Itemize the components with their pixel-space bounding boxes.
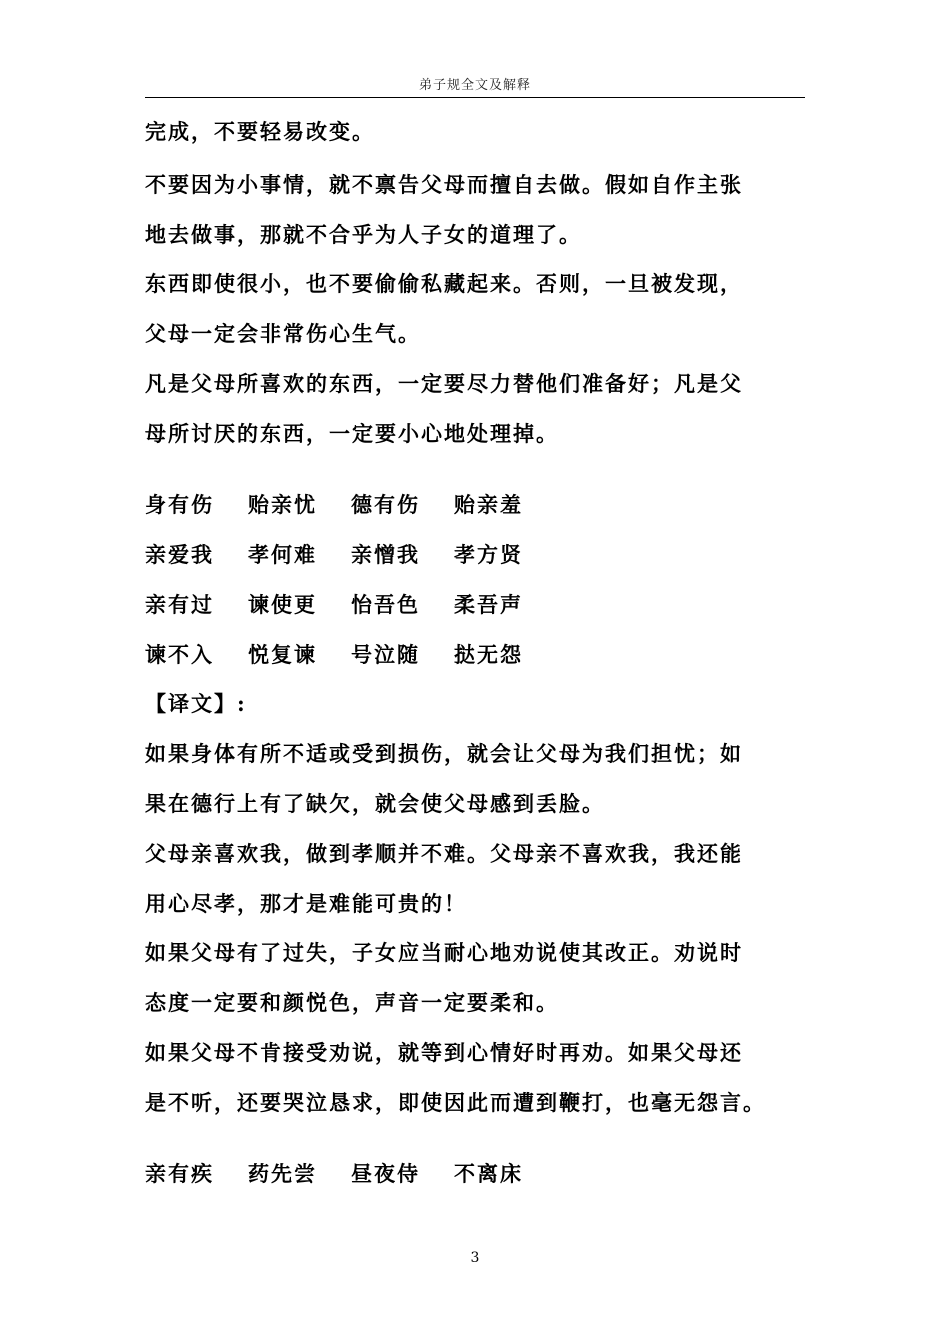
verse-line — [145, 641, 557, 669]
verse-phrase: 挞无怨 — [454, 642, 523, 667]
verse-phrase: 贻亲羞 — [454, 492, 523, 517]
text-line: 不要因为小事情，就不禀告父母而擅自去做。假如自作主张 — [145, 172, 743, 197]
verse-phrase: 号泣随 — [351, 642, 420, 667]
verse-line — [145, 541, 557, 569]
verse-line — [145, 491, 557, 519]
verse-phrase: 不离床 — [454, 1161, 523, 1186]
header-rule — [145, 97, 805, 98]
verse-phrase: 亲爱我 — [145, 542, 214, 567]
verse-phrase: 贻亲忧 — [248, 492, 317, 517]
text-line: 母所讨厌的东西，一定要小心地处理掉。 — [145, 421, 559, 446]
text-line: 如果身体有所不适或受到损伤，就会让父母为我们担忧；如 — [145, 741, 743, 766]
text-line: 父母亲喜欢我，做到孝顺并不难。父母亲不喜欢我，我还能 — [145, 841, 743, 866]
text-line: 用心尽孝，那才是难能可贵的！ — [145, 891, 467, 916]
text-line: 凡是父母所喜欢的东西，一定要尽力替他们准备好；凡是父 — [145, 371, 743, 396]
verse-phrase: 悦复谏 — [248, 642, 317, 667]
page-number: 3 — [470, 1250, 480, 1266]
verse-phrase: 昼夜侍 — [351, 1161, 420, 1186]
verse-line — [145, 1160, 557, 1188]
text-line: 如果父母有了过失，子女应当耐心地劝说使其改正。劝说时 — [145, 940, 743, 965]
verse-phrase: 谏使更 — [248, 592, 317, 617]
verse-phrase: 孝方贤 — [454, 542, 523, 567]
verse-phrase: 亲憎我 — [351, 542, 420, 567]
verse-phrase: 亲有疾 — [145, 1161, 214, 1186]
verse-phrase: 亲有过 — [145, 592, 214, 617]
text-line: 父母一定会非常伤心生气。 — [145, 321, 421, 346]
verse-phrase: 德有伤 — [351, 492, 420, 517]
verse-phrase: 柔吾声 — [454, 592, 523, 617]
text-line: 态度一定要和颜悦色，声音一定要柔和。 — [145, 990, 559, 1015]
text-line: 完成，不要轻易改变。 — [145, 119, 375, 144]
text-line: 东西即使很小，也不要偷偷私藏起来。否则，一旦被发现， — [145, 271, 743, 296]
text-line: 如果父母不肯接受劝说，就等到心情好时再劝。如果父母还 — [145, 1040, 743, 1065]
page-header: 弟子规全文及解释 — [418, 78, 531, 93]
verse-line — [145, 591, 557, 619]
verse-phrase: 孝何难 — [248, 542, 317, 567]
translation-label: 【译文】: — [145, 691, 247, 716]
verse-phrase: 身有伤 — [145, 492, 214, 517]
text-line: 果在德行上有了缺欠，就会使父母感到丢脸。 — [145, 791, 605, 816]
verse-phrase: 谏不入 — [145, 642, 214, 667]
verse-phrase: 怡吾色 — [351, 592, 420, 617]
verse-phrase: 药先尝 — [248, 1161, 317, 1186]
text-line: 是不听，还要哭泣恳求，即使因此而遭到鞭打，也毫无怨言。 — [145, 1090, 766, 1115]
text-line: 地去做事，那就不合乎为人子女的道理了。 — [145, 222, 582, 247]
